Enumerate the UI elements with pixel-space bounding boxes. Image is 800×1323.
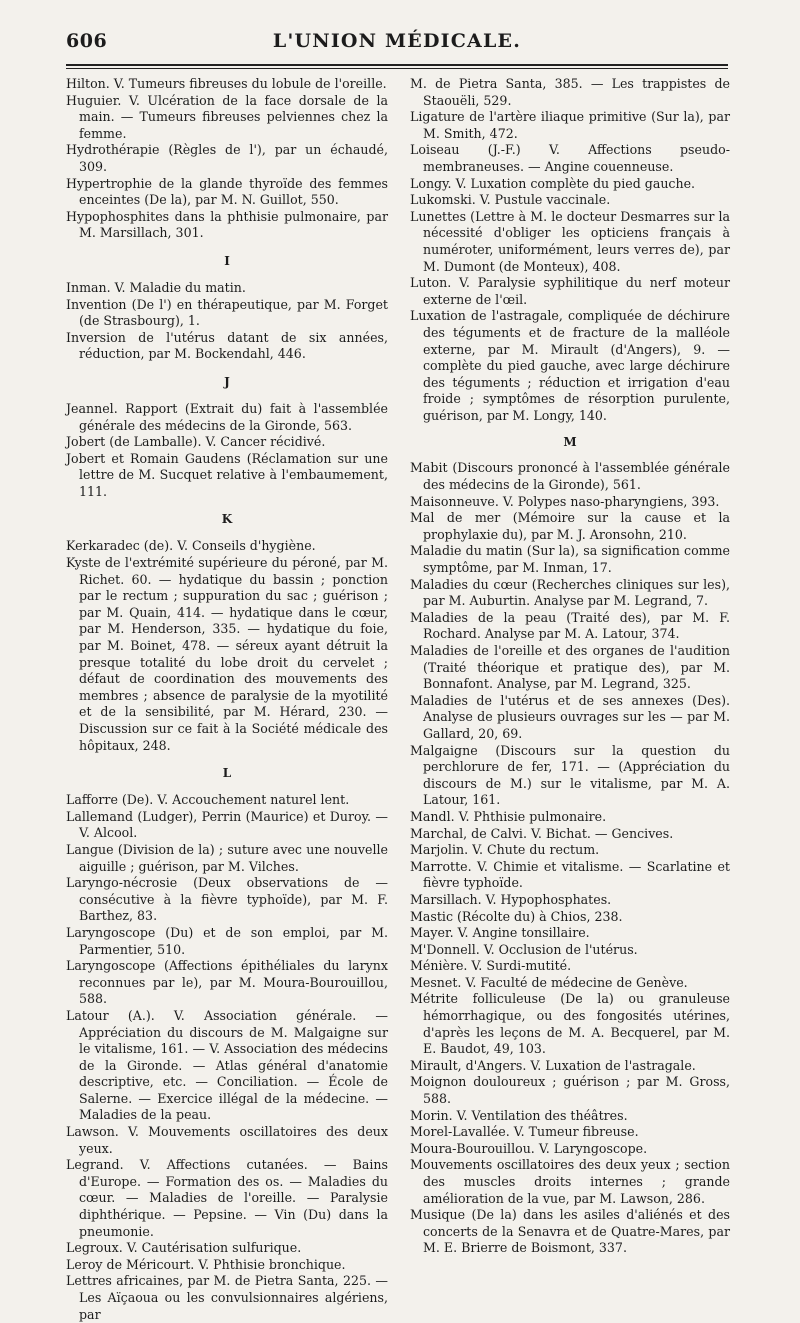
- index-entry: M. de Pietra Santa, 385. — Les trappistes de Staouëli, 529.: [410, 76, 730, 108]
- index-entry: Longy. V. Luxation complète du pied gauche.: [410, 175, 696, 191]
- index-entry: Loiseau (J.-F.) V. Affections pseudo-membraneuses. — Angine couenneuse.: [410, 142, 730, 174]
- index-entry: Métrite folliculeuse (De la) ou granuleuse hémorrhagique, ou des fongosités utérines, d'après les leçons de M. A. Becquerel, par M. E. Baudot, 49, 103.: [410, 991, 730, 1057]
- index-entry: Morel-Lavallée. V. Tumeur fibreuse.: [410, 1124, 639, 1140]
- left-column: [66, 76, 388, 1323]
- index-entry: Laryngoscope (Du) et de son emploi, par M. Parmentier, 510.: [66, 924, 388, 957]
- section-letter: J: [224, 374, 230, 389]
- index-entry: Marrotte. V. Chimie et vitalisme. — Scarlatine et fièvre typhoïde.: [410, 858, 730, 891]
- index-entry: Latour (A.). V. Association générale. — Appréciation du discours de M. Malgaigne sur le vitalisme, 161. — V. Association des médecins de la Gironde. — Atlas général d'anatomie descriptive, etc. — Conciliation. — École de Salerne. — Exercice illégal de la médecine. — Maladies de la peau.: [66, 1007, 388, 1123]
- header-rule-thin: [66, 68, 728, 69]
- section-letter: M: [563, 435, 577, 450]
- index-entry: Lukomski. V. Pustule vaccinale.: [410, 192, 611, 208]
- index-entry: Hypophosphites dans la phthisie pulmonaire, par M. Marsillach, 301.: [66, 208, 388, 241]
- index-entry: Leroy de Méricourt. V. Phthisie bronchique.: [66, 1256, 346, 1272]
- index-entry: Malgaigne (Discours sur la question du perchlorure de fer, 171. — (Appréciation du discours de M.) sur le vitalisme, par M. A. Latour, 161.: [410, 742, 730, 808]
- index-entry: Hypertrophie de la glande thyroïde des femmes enceintes (De la), par M. N. Guillot, 550.: [66, 175, 388, 208]
- running-title: L'UNION MÉDICALE.: [272, 30, 522, 52]
- index-entry: Hydrothérapie (Règles de l'), par un échaudé, 309.: [66, 142, 388, 174]
- index-entry: Lallemand (Ludger), Perrin (Maurice) et Duroy. — V. Alcool.: [66, 808, 388, 841]
- index-entry: Kerkaradec (de). V. Conseils d'hygiène.: [66, 538, 316, 554]
- index-entry: Hilton. V. Tumeurs fibreuses du lobule de l'oreille.: [66, 76, 387, 91]
- index-entry: Ménière. V. Surdi-mutité.: [410, 958, 572, 974]
- index-entry: Moignon douloureux ; guérison ; par M. Gross, 588.: [410, 1074, 730, 1107]
- index-entry: Mabit (Discours prononcé à l'assemblée générale des médecins de la Gironde), 561.: [410, 460, 730, 493]
- index-entry: M'Donnell. V. Occlusion de l'utérus.: [410, 941, 638, 957]
- index-entry: Mayer. V. Angine tonsillaire.: [410, 925, 590, 941]
- index-entry: Jobert (de Lamballe). V. Cancer récidivé.: [66, 434, 326, 450]
- index-entry: Mastic (Récolte du) à Chios, 238.: [410, 908, 623, 924]
- index-entry: Mouvements oscillatoires des deux yeux ; section des muscles droits internes ; grande amélioration de la vue, par M. Lawson, 286.: [410, 1157, 730, 1206]
- right-column: [410, 76, 730, 1257]
- index-entry: Laryngo-nécrosie (Deux observations de — consécutive à la fièvre typhoïde), par M. F. Barthez, 83.: [66, 875, 388, 924]
- index-entry: Jobert et Romain Gaudens (Réclamation sur une lettre de M. Sucquet relative à l'embaumement, 111.: [66, 450, 388, 499]
- index-entry: Legroux. V. Cautérisation sulfurique.: [66, 1240, 302, 1256]
- index-entry: Kyste de l'extrémité supérieure du péroné, par M. Richet. 60. — hydatique du bassin ; ponction par le rectum ; suppuration du sac ; guérison ; par M. Quain, 414. — hydatique dans le cœur, par M. Henderson, 335. — hydatique du foie, par M. Boinet, 478. — séreux ayant détruit la presque totalité du lobe droit du cervelet ; défaut de coordination des mouvements des membres ; absence de paralysie de la myotilité et de la sensibilité, par M. Hérard, 230. — Discussion sur ce fait à la Société médicale des hôpitaux, 248.: [66, 555, 388, 753]
- index-entry: Mesnet. V. Faculté de médecine de Genève.: [410, 974, 688, 990]
- index-entry: Langue (Division de la) ; suture avec une nouvelle aiguille ; guérison, par M. Vilches.: [66, 841, 388, 874]
- index-entry: Lunettes (Lettre à M. le docteur Desmarres sur la nécessité d'obliger les opticiens français à numéroter, uniformément, leurs verres de), par M. Dumont (de Monteux), 408.: [410, 208, 730, 274]
- index-entry: Mandl. V. Phthisie pulmonaire.: [410, 808, 607, 824]
- index-entry: Maisonneuve. V. Polypes naso-pharyngiens, 393.: [410, 493, 720, 509]
- page-header: [66, 26, 728, 62]
- index-entry: Musique (De la) dans les asiles d'aliénés et des concerts de la Senavra et de Quatre-Mares, par M. E. Brierre de Boismont, 337.: [410, 1207, 730, 1256]
- index-entry: Maladies de l'utérus et de ses annexes (Des). Analyse de plusieurs ouvrages sur les — par M. Gallard, 20, 69.: [410, 692, 730, 741]
- index-entry: Morin. V. Ventilation des théâtres.: [410, 1107, 628, 1123]
- index-entry: Huguier. V. Ulcération de la face dorsale de la main. — Tumeurs fibreuses pelviennes chez la femme.: [66, 92, 388, 141]
- index-entry: Ligature de l'artère iliaque primitive (Sur la), par M. Smith, 472.: [410, 109, 730, 141]
- index-entry: Mirault, d'Angers. V. Luxation de l'astragale.: [410, 1057, 696, 1073]
- index-entry: Luxation de l'astragale, compliquée de déchirure des téguments et de fracture de la malléole externe, par M. Mirault (d'Angers), 9. — complète du pied gauche, avec large déchirure des téguments ; réduction et irrigation d'eau froide ; symptômes de résorption purulente, guérison, par M. Longy, 140.: [410, 308, 730, 423]
- index-entry: Marchal, de Calvi. V. Bichat. — Gencives.: [410, 825, 674, 841]
- section-letter: K: [221, 512, 233, 527]
- index-entry: Lettres africaines, par M. de Pietra Santa, 225. — Les Aïçaoua ou les convulsionnaires algériens, par: [66, 1273, 388, 1322]
- index-entry: Laryngoscope (Affections épithéliales du larynx reconnues par le), par M. Moura-Bourouillou, 588.: [66, 958, 388, 1007]
- index-entry: Maladies du cœur (Recherches cliniques sur les), par M. Auburtin. Analyse par M. Legrand, 7.: [410, 576, 730, 609]
- index-entry: Mal de mer (Mémoire sur la cause et la prophylaxie du), par M. J. Aronsohn, 210.: [410, 510, 730, 542]
- index-entry: Lafforre (De). V. Accouchement naturel lent.: [66, 792, 350, 808]
- index-entry: Lawson. V. Mouvements oscillatoires des deux yeux.: [66, 1124, 388, 1156]
- index-entry: Jeannel. Rapport (Extrait du) fait à l'assemblée générale des médecins de la Gironde, 563.: [66, 400, 388, 433]
- index-entry: Inversion de l'utérus datant de six années, réduction, par M. Bockendahl, 446.: [66, 329, 388, 362]
- index-entry: Luton. V. Paralysie syphilitique du nerf moteur externe de l'œil.: [410, 275, 730, 307]
- index-entry: Marjolin. V. Chute du rectum.: [410, 842, 600, 858]
- section-letter: L: [222, 766, 232, 781]
- index-entry: Legrand. V. Affections cutanées. — Bains d'Europe. — Formation des os. — Maladies du cœur. — Maladies de l'oreille. — Paralysie diphthérique. — Pepsine. — Vin (Du) dans la pneumonie.: [66, 1157, 388, 1239]
- header-rule: [66, 64, 728, 66]
- index-entry: Inman. V. Maladie du matin.: [66, 279, 246, 295]
- section-letter: I: [224, 253, 230, 268]
- index-entry: Invention (De l') en thérapeutique, par M. Forget (de Strasbourg), 1.: [66, 296, 388, 329]
- index-entry: Maladie du matin (Sur la), sa signification comme symptôme, par M. Inman, 17.: [410, 543, 730, 576]
- index-entry: Marsillach. V. Hypophosphates.: [410, 891, 612, 907]
- index-entry: Moura-Bourouillou. V. Laryngoscope.: [410, 1140, 648, 1156]
- index-entry: Maladies de l'oreille et des organes de l'audition (Traité théorique et pratique des), par M. Bonnafont. Analyse, par M. Legrand, 325.: [410, 643, 730, 692]
- index-entry: Maladies de la peau (Traité des), par M. F. Rochard. Analyse par M. A. Latour, 374.: [410, 609, 730, 642]
- page-number: 606: [66, 30, 108, 52]
